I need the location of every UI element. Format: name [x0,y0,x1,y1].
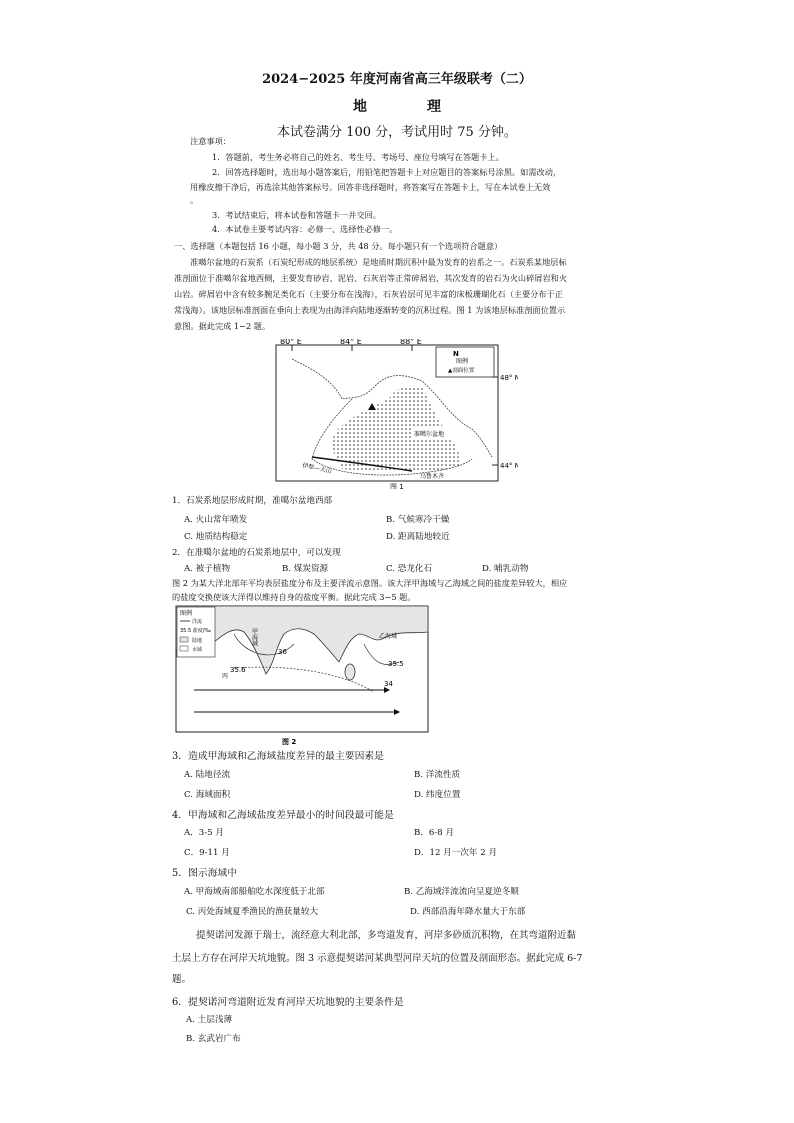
q1-stem: 1．石炭系地层形成时期，准噶尔盆地西部 [172,496,333,506]
fig2-legend-land: 陆地 [192,638,203,644]
fig2-legend-title: 图例 [180,610,193,617]
q1-option-a: A. 火山常年喷发 [184,515,248,525]
salinity-34: 34 [384,680,393,688]
lat-44: 44° N [500,462,518,470]
intro-p5: 意图。据此完成 1−2 题。 [174,321,271,331]
intro-p4: 常浅海）。该地层标准剖面在垂向上表现为由海洋向陆地逐渐转变的沉积过程。图 1 为该地层标准剖面位置示 [174,305,566,315]
score-line: 本试卷满分 100 分，考试用时 75 分钟。 [277,125,517,140]
note-2b: 用橡皮擦干净后，再选涂其他答案标号。回答非选择题时，将答案写在答题卡上，写在本试卷上无效 [190,182,551,192]
lat-48: 48° N [500,374,518,382]
para3-line3: 题。 [172,974,192,985]
q4-option-c: C．9-11 月 [184,848,230,858]
sea-yi-label: 乙海域 [379,633,398,640]
intro-p2: 准剖面位于准噶尔盆地西侧，主要发育砂岩、泥岩、石灰岩等正常碎屑岩，其次发育的岩石为火山碎屑岩和火 [174,273,568,283]
q4-option-d: D．12 月一次年 2 月 [414,848,498,858]
lon-84: 84° E [340,339,362,346]
figure-2-map [174,604,430,746]
q1-option-d: D. 距离陆地较近 [386,532,450,542]
q3-option-b: B. 洋流性质 [414,770,461,780]
fig1-legend-item: ▲剖面位置 [448,368,475,374]
q6-stem: 6．提契诺河弯道附近发育河岸天坑地貌的主要条件是 [172,997,404,1008]
q5-option-c: C. 丙处海域夏季渔民的渔获量较大 [186,907,319,917]
q3-option-c: C. 海域面积 [184,790,231,800]
subject-right: 理 [427,99,441,115]
note-4: 4．本试卷主要考试内容：必修一、选择性必修一。 [212,224,398,234]
intro-p3: 山岩。碎屑岩中含有较多腕足类化石（主要分布在浅海），石灰岩层可见丰富的床板珊瑚化石（主要分布于正 [174,289,563,299]
q2-option-c: C. 恐龙化石 [386,564,433,574]
intro-p1: 准噶尔盆地的石炭系（石炭纪形成的地层系统）是地质时期沉积中最为发育的岩系之一。石炭系某地层标 [190,257,567,267]
note-1: 1．答题前，考生务必将自己的姓名、考生号、考场号、座位号填写在答题卡上。 [212,152,504,162]
q2-stem: 2．在准噶尔盆地的石炭系地层中，可以发现 [172,548,341,558]
q6-option-a: A. 土层浅薄 [186,1015,233,1025]
q4-option-a: A．3-5 月 [184,828,224,838]
q2-option-a: A. 被子植物 [184,564,231,574]
q5-option-b: B. 乙海域洋流流向呈夏逆冬顺 [404,887,519,897]
fig2-legend-current: 洋流 [192,619,203,625]
note-2a: 2．回答选择题时，选出每小题答案后，用铅笔把答题卡上对应题目的答案标号涂黑。如需改动， [212,167,562,177]
para2-line1: 图 2 为某大洋北部年平均表层盐度分布及主要洋流示意图。该大洋甲海域与乙海域之间的盐度差异较大，相应 [172,578,568,588]
fig2-legend-water: 水域 [192,647,203,653]
q4-stem: 4．甲海域和乙海域盐度差异最小的时间段最可能是 [172,810,394,821]
q5-option-a: A. 甲海域南部船舶吃水深度低于北部 [184,887,325,897]
salinity-356: 35.6 [230,666,246,674]
q2-option-d: D. 哺乳动物 [482,564,529,574]
mountain-label: 伊犁—天山 [301,462,333,476]
notes-heading: 注意事项： [190,136,231,146]
para2-line2: 的盐度交换使该大洋得以维持自身的盐度平衡。据此完成 3−5 题。 [172,592,416,602]
subject-heading [0,96,794,116]
subject-left: 地 [353,99,367,115]
city-label: 乌鲁木齐 [420,473,445,480]
fig2-legend-salinity: 35.5 盐度/‰ [180,628,212,634]
sea-jia-label: 甲海域 [250,628,258,646]
note-2c: 。 [190,195,199,205]
north-arrow-icon: N [453,350,459,358]
q3-stem: 3．造成甲海域和乙海域盐度差异的最主要因素是 [172,751,384,762]
q1-option-c: C. 地质结构稳定 [184,532,248,542]
basin-label: 准噶尔盆地 [414,431,445,438]
salinity-355-east: 35.5 [388,660,404,668]
q5-option-d: D. 西部沿海年降水量大于东部 [410,907,526,917]
figure-1-caption: 图 1 [390,483,404,489]
q2-option-b: B. 煤炭资源 [282,564,329,574]
para3-line1: 提契诺河发源于瑞士，流经意大利北部，多弯道发育，河岸多砂质沉积物，在其弯道附近黏 [196,930,577,941]
figure-1-map [272,339,518,489]
exam-title: 2024−2025 年度河南省高三年级联考（二） [262,72,532,87]
fig1-legend-title: 图例 [456,358,469,365]
q6-option-b: B. 玄武岩广布 [186,1034,241,1044]
island [345,664,355,680]
q3-option-d: D. 纬度位置 [414,790,461,800]
q4-option-b: B．6-8 月 [414,828,455,838]
lon-80: 80° E [280,339,302,346]
q1-option-b: B. 气候寒冷干燥 [386,515,450,525]
para3-line2: 土层上方存在河岸天坑地貌。图 3 示意提契诺河某典型河岸天坑的位置及剖面形态。据此完成 6-7 [172,953,583,964]
point-bing: 丙 [222,673,229,680]
q5-stem: 5．图示海域中 [172,868,238,879]
salinity-36: 36 [278,648,287,656]
q3-option-a: A. 陆地径流 [184,770,231,780]
section-heading: 一、选择题（本题包括 16 小题，每小题 3 分，共 48 分。每小题只有一个选项符合题意） [174,241,503,251]
figure-2-caption: 图 2 [282,738,297,746]
note-3: 3．考试结束后，将本试卷和答题卡一并交回。 [212,210,381,220]
lon-88: 88° E [400,339,422,346]
